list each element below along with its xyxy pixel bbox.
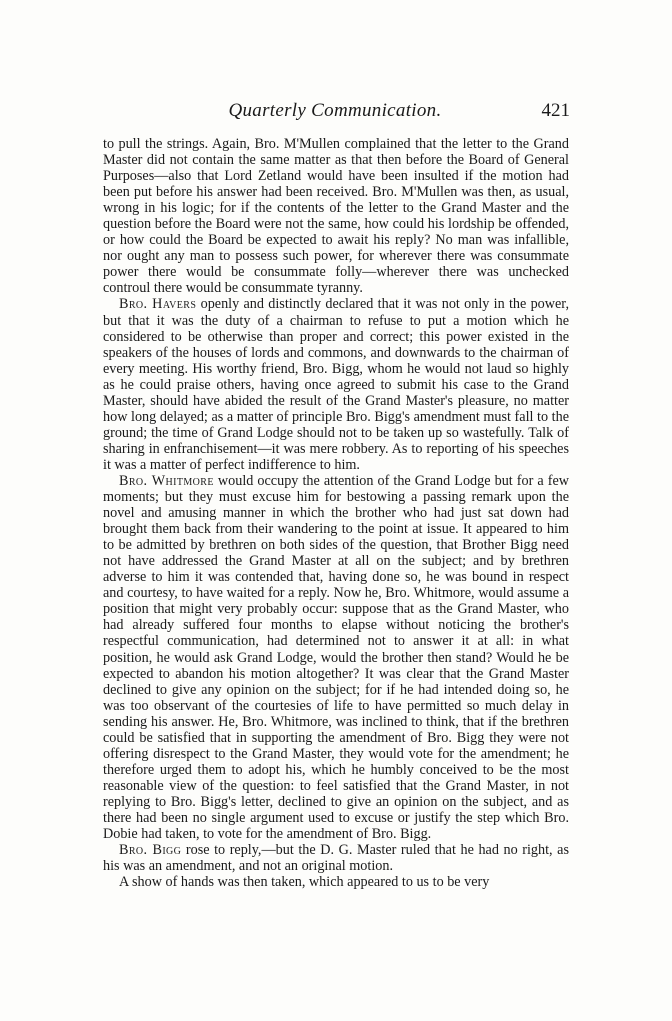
speaker-name: Bro. Whitmore — [119, 472, 214, 489]
paragraph-4 — [103, 842, 569, 874]
paragraph-5 — [103, 874, 569, 890]
paragraph-text: openly and distinctly declared that it was not only in the power, but that it was the duty of a chairman to refuse to put a motion which he considered to be otherwise than proper and correct; this power existed in the speakers of the houses of lords and commons, and downwards to the chairman of every meeting. His worthy friend, Bro. Bigg, whom he would not laud so highly as he could praise others, having once agreed to submit his case to the Grand Master, should have abided the result of the Grand Master's pleasure, no matter how long delayed; as a matter of principle Bro. Bigg's amendment must fall to the ground; the time of Grand Lodge should not to be taken up so wastefully. Talk of sharing in enfranchisement—it was mere robbery. As to reporting of his speeches it was a matter of perfect indifference to him. — [103, 296, 569, 473]
running-title: Quarterly Communication. — [228, 100, 442, 121]
speaker-name: Bro. Bigg — [119, 842, 182, 859]
page-number: 421 — [541, 100, 570, 121]
paragraph-1 — [103, 136, 569, 296]
body-text — [103, 136, 569, 890]
paragraph-text: A show of hands was then taken, which appeared to us to be very — [119, 874, 490, 891]
paragraph-2 — [103, 296, 569, 473]
paragraph-3 — [103, 473, 569, 842]
speaker-name: Bro. Havers — [119, 296, 197, 313]
running-head — [100, 100, 570, 124]
paragraph-text: rose to reply,—but the D. G. Master ruled that he had no right, as his was an amendment, and not an original motion. — [103, 842, 569, 875]
paragraph-text: to pull the strings. Again, Bro. M'Mullen complained that the letter to the Grand Master did not contain the same matter as that then before the Board of General Purposes—also that Lord Zetland would have been insulted if the motion had been put before his answer had been received. Bro. M'Mullen was then, as usual, wrong in his logic; for if the contents of the letter to the Grand Master and the question before the Board were not the same, how could his lordship be offended, or how could the Board be expected to await his reply? No man was infallible, nor ought any man to possess such power, for wherever there was consummate power there would be consummate folly—wherever there was unchecked controul there would be consummate tyranny. — [103, 136, 569, 297]
paragraph-text: would occupy the attention of the Grand Lodge but for a few moments; but they must excuse him for bestowing a passing remark upon the novel and amusing manner in which the brother who had just sat down had brought them back from their wandering to the point at issue. It appeared to him to be admitted by brethren on both sides of the question, that Brother Bigg need not have addressed the Grand Master at all on the subject; and by brethren adverse to him it was contended that, having done so, he was bound in respect and courtesy, to have waited for a reply. Now he, Bro. Whitmore, would assume a position that might very probably occur: suppose that as the Grand Master, who had already suffered four months to elapse without noticing the brother's respectful communication, had determined not to answer it at all: in what position, he would ask Grand Lodge, would the brother then stand? Would he be expected to abandon his motion altogether? It was clear that the Grand Master declined to give any opinion on the subject; for if he had intended doing so, he was too observant of the courtesies of life to have permitted so much delay in sending his answer. He, Bro. Whitmore, was inclined to think, that if the brethren could be satisfied that in supporting the amendment of Bro. Bigg they were not offering disrespect to the Grand Master, they would vote for the amendment; he therefore urged them to adopt his, which he humbly conceived to be the most reasonable view of the question: to feel satisfied that the Grand Master, in not replying to Bro. Bigg's letter, declined to give an opinion on the subject, and as there had been no single argument used to excuse or justify the step which Bro. Dobie had taken, to vote for the amendment of Bro. Bigg. — [103, 472, 569, 843]
